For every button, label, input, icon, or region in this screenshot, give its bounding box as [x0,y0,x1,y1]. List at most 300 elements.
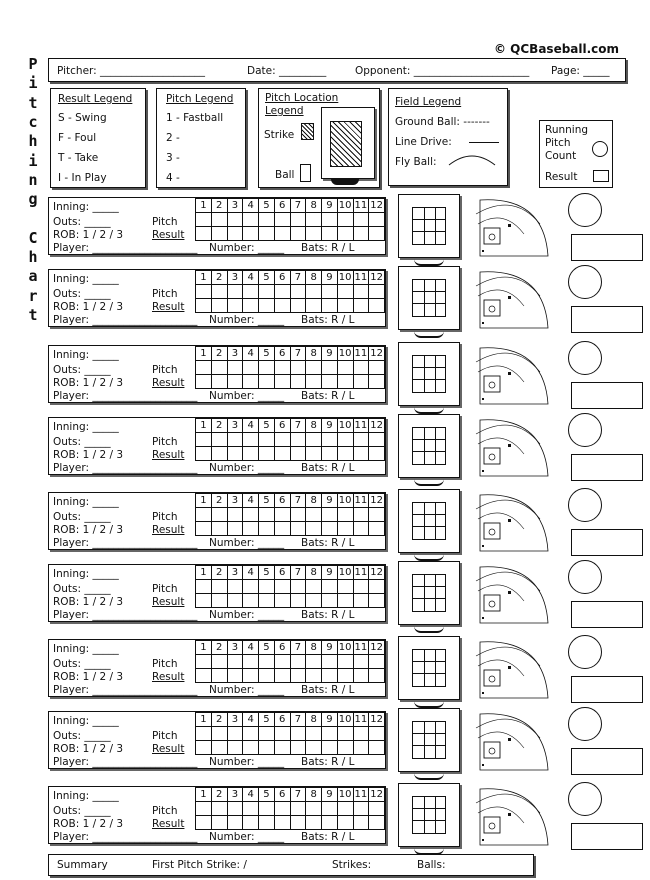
pitch-cell[interactable] [353,802,369,816]
inning-field[interactable]: Inning: _____ [53,496,119,508]
outs-field[interactable]: Outs: _____ [53,583,111,595]
pitch-cell[interactable] [243,285,259,299]
pitch-cell[interactable] [274,580,290,594]
result-cell[interactable] [353,669,369,683]
pitch-cell[interactable] [353,213,369,227]
result-cell[interactable] [322,594,338,608]
result-cell[interactable] [290,594,306,608]
pitch-cell[interactable] [337,580,353,594]
result-cell[interactable] [306,299,322,313]
field-diagram-icon[interactable] [474,708,550,780]
result-cell[interactable] [196,816,212,830]
pitch-cell[interactable] [211,508,227,522]
pitch-cell[interactable] [243,433,259,447]
result-cell[interactable] [369,299,385,313]
result-box[interactable] [571,306,643,333]
strike-zone-box[interactable] [398,783,460,847]
inning-field[interactable]: Inning: _____ [53,643,119,655]
first-pitch-strike-field[interactable]: First Pitch Strike: / [152,859,247,871]
field-diagram-icon[interactable] [474,489,550,561]
strike-zone-box[interactable] [398,489,460,553]
result-cell[interactable] [290,227,306,241]
inning-field[interactable]: Inning: _____ [53,421,119,433]
result-cell[interactable] [196,522,212,536]
number-field[interactable]: Number: _____ [209,314,285,326]
result-cell[interactable] [259,522,275,536]
pitch-cell[interactable] [369,802,385,816]
number-field[interactable]: Number: _____ [209,609,285,621]
pitch-cell[interactable] [290,285,306,299]
pitch-cell[interactable] [306,727,322,741]
result-cell[interactable] [353,375,369,389]
pitch-cell[interactable] [353,580,369,594]
result-cell[interactable] [353,741,369,755]
result-cell[interactable] [243,375,259,389]
pitch-cell[interactable] [274,213,290,227]
pitch-cell[interactable] [274,285,290,299]
result-cell[interactable] [369,741,385,755]
result-cell[interactable] [259,594,275,608]
result-cell[interactable] [274,669,290,683]
pitch-cell[interactable] [196,727,212,741]
bats-field[interactable]: Bats: R / L [301,537,355,549]
pitch-cell[interactable] [227,285,243,299]
pitch-cell[interactable] [196,433,212,447]
result-cell[interactable] [196,669,212,683]
strike-zone-box[interactable] [398,636,460,700]
result-cell[interactable] [353,594,369,608]
outs-field[interactable]: Outs: _____ [53,511,111,523]
pitch-count-circle[interactable] [568,265,602,299]
result-cell[interactable] [211,816,227,830]
result-cell[interactable] [243,741,259,755]
outs-field[interactable]: Outs: _____ [53,364,111,376]
result-cell[interactable] [290,299,306,313]
number-field[interactable]: Number: _____ [209,390,285,402]
strike-zone-box[interactable] [398,342,460,406]
pitch-cell[interactable] [196,361,212,375]
number-field[interactable]: Number: _____ [209,756,285,768]
inning-field[interactable]: Inning: _____ [53,568,119,580]
pitch-cell[interactable] [227,655,243,669]
result-cell[interactable] [211,594,227,608]
number-field[interactable]: Number: _____ [209,831,285,843]
pitch-cell[interactable] [243,655,259,669]
result-cell[interactable] [306,522,322,536]
result-cell[interactable] [337,299,353,313]
result-cell[interactable] [306,447,322,461]
result-cell[interactable] [196,227,212,241]
result-cell[interactable] [306,375,322,389]
pitch-cell[interactable] [322,433,338,447]
result-cell[interactable] [243,594,259,608]
result-cell[interactable] [274,227,290,241]
field-diagram-icon[interactable] [474,194,550,266]
result-cell[interactable] [337,741,353,755]
inning-field[interactable]: Inning: _____ [53,201,119,213]
pitch-cell[interactable] [259,727,275,741]
field-diagram-icon[interactable] [474,414,550,486]
pitch-cell[interactable] [274,361,290,375]
pitch-cell[interactable] [322,361,338,375]
result-cell[interactable] [306,227,322,241]
pitch-cell[interactable] [290,727,306,741]
field-diagram-icon[interactable] [474,783,550,855]
outs-field[interactable]: Outs: _____ [53,730,111,742]
bats-field[interactable]: Bats: R / L [301,462,355,474]
bats-field[interactable]: Bats: R / L [301,314,355,326]
pitch-cell[interactable] [353,361,369,375]
result-cell[interactable] [211,447,227,461]
rob-field[interactable]: ROB: 1 / 2 / 3 [53,596,124,608]
pitch-cell[interactable] [211,727,227,741]
player-field[interactable]: Player: ____________________ [53,756,198,768]
pitch-cell[interactable] [353,655,369,669]
result-cell[interactable] [274,594,290,608]
bats-field[interactable]: Bats: R / L [301,390,355,402]
pitch-cell[interactable] [337,508,353,522]
result-cell[interactable] [227,522,243,536]
outs-field[interactable]: Outs: _____ [53,658,111,670]
result-cell[interactable] [290,522,306,536]
pitch-cell[interactable] [259,580,275,594]
field-diagram-icon[interactable] [474,636,550,708]
strike-zone-box[interactable] [398,414,460,478]
pitch-cell[interactable] [259,285,275,299]
player-field[interactable]: Player: ____________________ [53,242,198,254]
pitch-cell[interactable] [337,213,353,227]
result-cell[interactable] [306,741,322,755]
outs-field[interactable]: Outs: _____ [53,216,111,228]
result-cell[interactable] [196,741,212,755]
result-cell[interactable] [322,741,338,755]
result-box[interactable] [571,529,643,556]
result-cell[interactable] [290,741,306,755]
result-cell[interactable] [306,669,322,683]
pitch-cell[interactable] [369,580,385,594]
number-field[interactable]: Number: _____ [209,537,285,549]
result-cell[interactable] [211,669,227,683]
pitch-cell[interactable] [227,508,243,522]
pitch-cell[interactable] [369,727,385,741]
player-field[interactable]: Player: ____________________ [53,390,198,402]
result-cell[interactable] [243,522,259,536]
date-field[interactable]: Date: _________ [247,65,327,77]
pitch-cell[interactable] [337,285,353,299]
pitch-cell[interactable] [337,802,353,816]
result-cell[interactable] [306,816,322,830]
pitch-cell[interactable] [259,802,275,816]
result-cell[interactable] [290,669,306,683]
result-cell[interactable] [322,669,338,683]
pitch-cell[interactable] [290,802,306,816]
bats-field[interactable]: Bats: R / L [301,242,355,254]
result-cell[interactable] [290,816,306,830]
player-field[interactable]: Player: ____________________ [53,462,198,474]
pitch-cell[interactable] [211,213,227,227]
pitch-cell[interactable] [290,433,306,447]
field-diagram-icon[interactable] [474,342,550,414]
pitch-cell[interactable] [259,213,275,227]
rob-field[interactable]: ROB: 1 / 2 / 3 [53,671,124,683]
pitch-cell[interactable] [290,213,306,227]
pitch-cell[interactable] [274,802,290,816]
result-box[interactable] [571,601,643,628]
result-box[interactable] [571,748,643,775]
inning-field[interactable]: Inning: _____ [53,273,119,285]
pitch-count-circle[interactable] [568,707,602,741]
opponent-field[interactable]: Opponent: ______________________ [355,65,530,77]
pitch-cell[interactable] [243,361,259,375]
result-cell[interactable] [227,447,243,461]
result-cell[interactable] [337,594,353,608]
pitch-cell[interactable] [259,433,275,447]
pitch-cell[interactable] [290,361,306,375]
pitch-cell[interactable] [243,727,259,741]
rob-field[interactable]: ROB: 1 / 2 / 3 [53,377,124,389]
result-cell[interactable] [259,375,275,389]
pitch-cell[interactable] [306,508,322,522]
result-cell[interactable] [353,447,369,461]
pitch-cell[interactable] [211,580,227,594]
result-cell[interactable] [369,594,385,608]
result-cell[interactable] [353,299,369,313]
pitch-cell[interactable] [211,802,227,816]
result-cell[interactable] [353,522,369,536]
result-cell[interactable] [274,816,290,830]
result-cell[interactable] [353,816,369,830]
result-cell[interactable] [274,299,290,313]
pitch-cell[interactable] [196,285,212,299]
pitch-cell[interactable] [211,361,227,375]
result-cell[interactable] [243,227,259,241]
pitch-cell[interactable] [227,802,243,816]
pitch-cell[interactable] [196,802,212,816]
result-cell[interactable] [290,447,306,461]
pitch-count-circle[interactable] [568,413,602,447]
pitch-cell[interactable] [353,727,369,741]
rob-field[interactable]: ROB: 1 / 2 / 3 [53,524,124,536]
result-cell[interactable] [259,447,275,461]
strikes-field[interactable]: Strikes: [332,859,372,871]
result-cell[interactable] [227,299,243,313]
result-box[interactable] [571,454,643,481]
result-cell[interactable] [369,522,385,536]
result-cell[interactable] [353,227,369,241]
result-cell[interactable] [322,299,338,313]
pitch-cell[interactable] [322,580,338,594]
pitch-cell[interactable] [369,508,385,522]
pitch-cell[interactable] [306,285,322,299]
pitch-cell[interactable] [369,433,385,447]
pitch-cell[interactable] [211,285,227,299]
pitch-cell[interactable] [243,580,259,594]
pitch-cell[interactable] [227,213,243,227]
number-field[interactable]: Number: _____ [209,462,285,474]
result-cell[interactable] [369,816,385,830]
result-cell[interactable] [337,447,353,461]
pitch-cell[interactable] [243,802,259,816]
result-cell[interactable] [274,522,290,536]
pitch-cell[interactable] [211,655,227,669]
result-cell[interactable] [337,669,353,683]
pitch-count-circle[interactable] [568,560,602,594]
result-cell[interactable] [322,227,338,241]
rob-field[interactable]: ROB: 1 / 2 / 3 [53,449,124,461]
outs-field[interactable]: Outs: _____ [53,436,111,448]
result-cell[interactable] [369,375,385,389]
pitch-cell[interactable] [227,580,243,594]
bats-field[interactable]: Bats: R / L [301,609,355,621]
rob-field[interactable]: ROB: 1 / 2 / 3 [53,743,124,755]
result-cell[interactable] [369,227,385,241]
pitch-cell[interactable] [227,433,243,447]
result-cell[interactable] [196,447,212,461]
result-cell[interactable] [337,816,353,830]
rob-field[interactable]: ROB: 1 / 2 / 3 [53,818,124,830]
result-cell[interactable] [211,227,227,241]
result-cell[interactable] [337,227,353,241]
pitch-cell[interactable] [290,580,306,594]
pitch-cell[interactable] [337,655,353,669]
pitch-cell[interactable] [274,727,290,741]
field-diagram-icon[interactable] [474,561,550,633]
pitch-cell[interactable] [322,802,338,816]
result-box[interactable] [571,676,643,703]
pitch-count-circle[interactable] [568,782,602,816]
result-cell[interactable] [196,375,212,389]
pitch-cell[interactable] [322,508,338,522]
player-field[interactable]: Player: ____________________ [53,314,198,326]
field-diagram-icon[interactable] [474,266,550,338]
bats-field[interactable]: Bats: R / L [301,756,355,768]
player-field[interactable]: Player: ____________________ [53,609,198,621]
player-field[interactable]: Player: ____________________ [53,684,198,696]
pitch-cell[interactable] [353,285,369,299]
strike-zone-box[interactable] [398,266,460,330]
result-cell[interactable] [243,299,259,313]
pitch-cell[interactable] [259,508,275,522]
pitch-cell[interactable] [196,580,212,594]
pitch-cell[interactable] [259,655,275,669]
pitch-cell[interactable] [353,433,369,447]
inning-field[interactable]: Inning: _____ [53,349,119,361]
pitch-cell[interactable] [322,213,338,227]
pitch-cell[interactable] [322,285,338,299]
pitch-cell[interactable] [196,655,212,669]
pitch-cell[interactable] [196,213,212,227]
result-cell[interactable] [259,227,275,241]
player-field[interactable]: Player: ____________________ [53,537,198,549]
pitch-cell[interactable] [306,580,322,594]
strike-zone-box[interactable] [398,561,460,625]
pitch-cell[interactable] [337,361,353,375]
pitch-count-circle[interactable] [568,341,602,375]
balls-field[interactable]: Balls: [417,859,446,871]
result-cell[interactable] [243,447,259,461]
pitch-cell[interactable] [227,727,243,741]
result-cell[interactable] [243,669,259,683]
result-cell[interactable] [211,375,227,389]
result-cell[interactable] [369,669,385,683]
number-field[interactable]: Number: _____ [209,684,285,696]
pitch-cell[interactable] [369,213,385,227]
result-cell[interactable] [227,375,243,389]
pitch-cell[interactable] [369,655,385,669]
result-cell[interactable] [196,299,212,313]
result-cell[interactable] [227,669,243,683]
rob-field[interactable]: ROB: 1 / 2 / 3 [53,229,124,241]
pitch-cell[interactable] [322,727,338,741]
result-box[interactable] [571,382,643,409]
pitch-cell[interactable] [274,433,290,447]
bats-field[interactable]: Bats: R / L [301,831,355,843]
pitch-cell[interactable] [369,285,385,299]
result-cell[interactable] [290,375,306,389]
pitch-cell[interactable] [196,508,212,522]
result-cell[interactable] [211,741,227,755]
result-cell[interactable] [259,816,275,830]
pitch-cell[interactable] [243,213,259,227]
pitch-cell[interactable] [322,655,338,669]
outs-field[interactable]: Outs: _____ [53,805,111,817]
result-cell[interactable] [337,522,353,536]
result-cell[interactable] [322,816,338,830]
result-cell[interactable] [196,594,212,608]
result-cell[interactable] [322,447,338,461]
result-cell[interactable] [322,375,338,389]
result-cell[interactable] [274,375,290,389]
pitch-count-circle[interactable] [568,193,602,227]
result-box[interactable] [571,234,643,261]
pitch-cell[interactable] [353,508,369,522]
result-cell[interactable] [211,522,227,536]
pitch-cell[interactable] [306,361,322,375]
pitch-cell[interactable] [337,433,353,447]
pitch-cell[interactable] [290,655,306,669]
player-field[interactable]: Player: ____________________ [53,831,198,843]
inning-field[interactable]: Inning: _____ [53,790,119,802]
result-cell[interactable] [243,816,259,830]
page-field[interactable]: Page: _____ [551,65,610,77]
pitch-cell[interactable] [306,213,322,227]
pitch-count-circle[interactable] [568,635,602,669]
rob-field[interactable]: ROB: 1 / 2 / 3 [53,301,124,313]
result-cell[interactable] [322,522,338,536]
result-cell[interactable] [227,741,243,755]
result-cell[interactable] [259,299,275,313]
result-box[interactable] [571,823,643,850]
strike-zone-box[interactable] [398,194,460,258]
result-cell[interactable] [227,227,243,241]
pitch-cell[interactable] [274,508,290,522]
inning-field[interactable]: Inning: _____ [53,715,119,727]
pitcher-field[interactable]: Pitcher: ____________________ [57,65,206,77]
result-cell[interactable] [306,594,322,608]
pitch-cell[interactable] [274,655,290,669]
result-cell[interactable] [337,375,353,389]
result-cell[interactable] [369,447,385,461]
result-cell[interactable] [274,447,290,461]
bats-field[interactable]: Bats: R / L [301,684,355,696]
pitch-cell[interactable] [243,508,259,522]
number-field[interactable]: Number: _____ [209,242,285,254]
pitch-cell[interactable] [306,802,322,816]
pitch-cell[interactable] [259,361,275,375]
pitch-cell[interactable] [369,361,385,375]
result-cell[interactable] [227,594,243,608]
result-cell[interactable] [274,741,290,755]
